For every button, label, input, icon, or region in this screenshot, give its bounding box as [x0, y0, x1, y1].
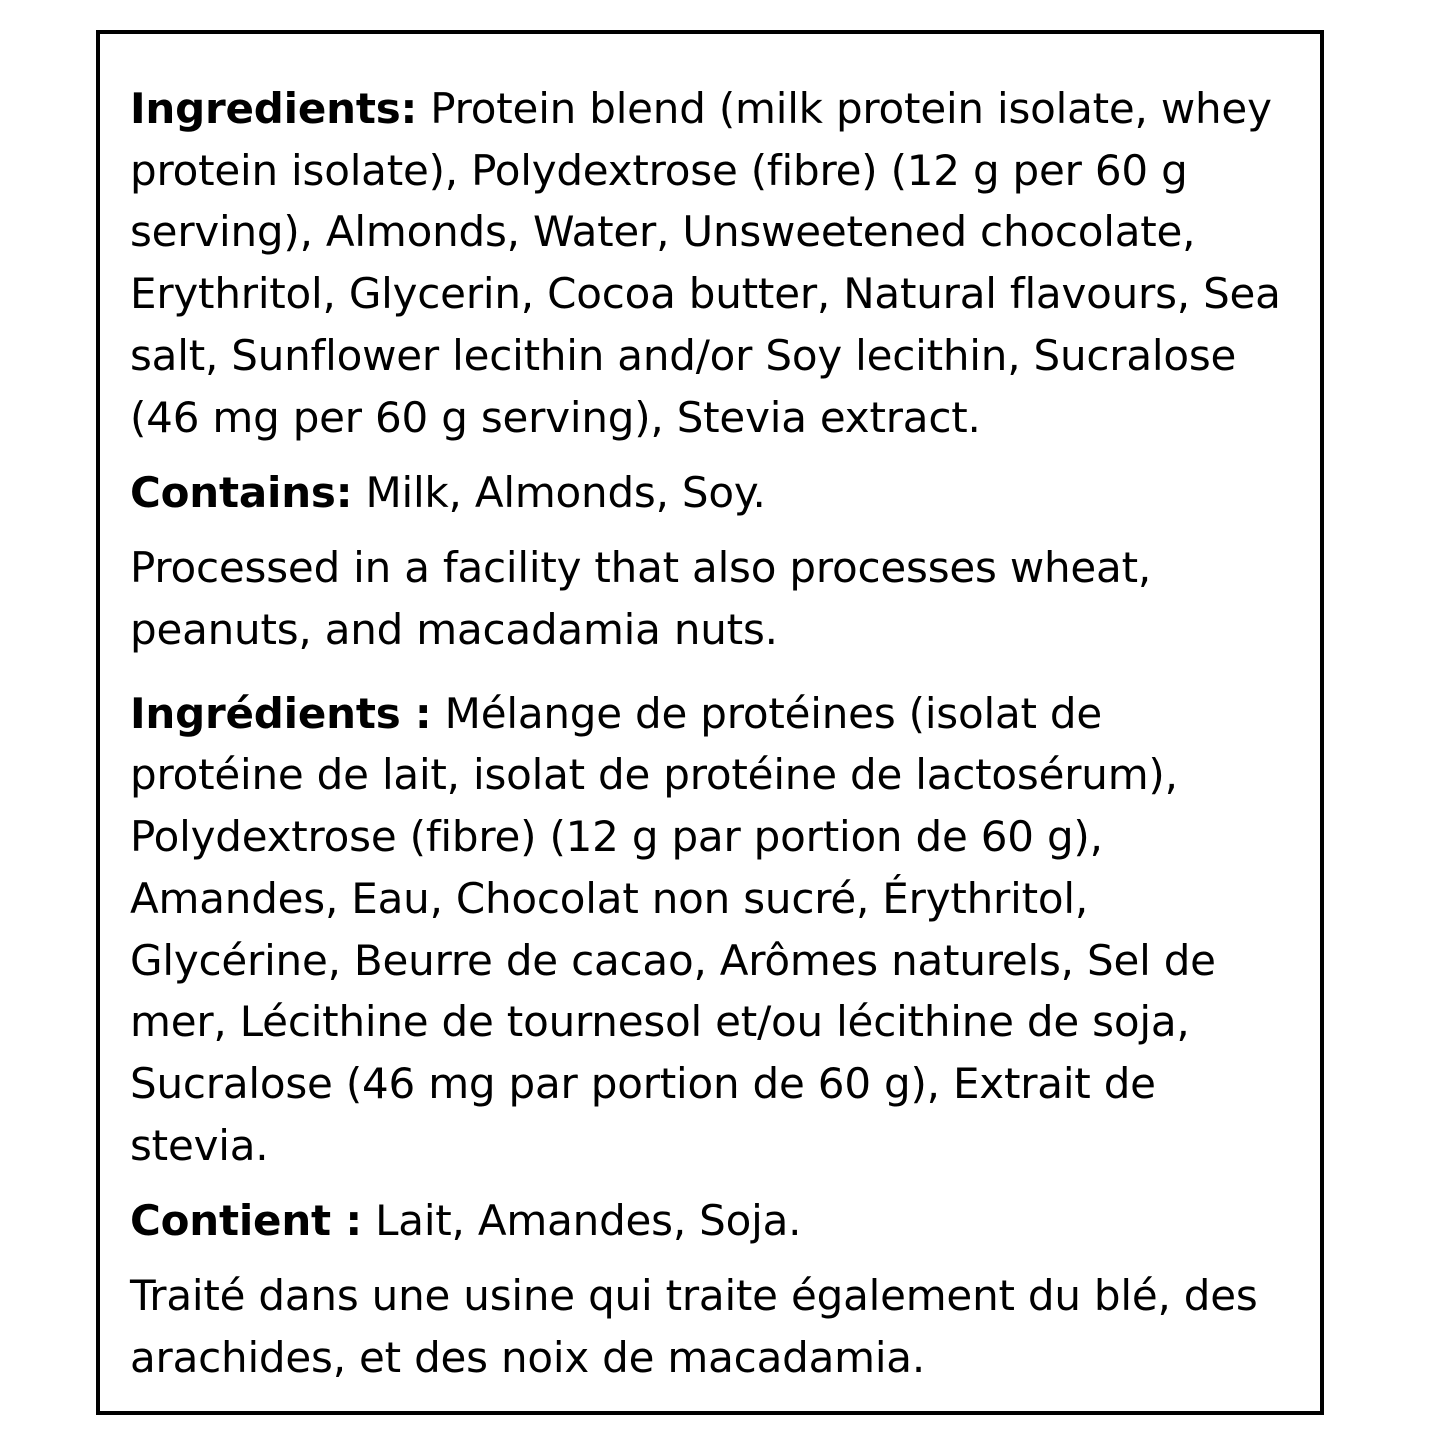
facility-statement-en: Processed in a facility that also processes wheat, peanuts, and macadamia nuts. — [130, 543, 1152, 654]
ingredients-heading-fr: Ingrédients : — [130, 688, 432, 738]
contains-paragraph-fr — [130, 1190, 1286, 1252]
contains-heading-fr: Contient : — [130, 1196, 362, 1246]
ingredients-text-en: Protein blend (milk protein isolate, whey protein isolate), Polydextrose (fibre) (12 g per 60 g serving), Almonds, Water, Unsweetened chocolate, Erythritol, Glycerin, Cocoa butter, Natural flavours, Sea salt, Sunflower lecithin and/or Soy lecithin, Sucralose (46 mg per 60 g serving), Stevia extract. — [130, 84, 1281, 442]
ingredients-paragraph-fr — [130, 683, 1286, 1177]
ingredients-text-fr: Mélange de protéines (isolat de protéine de lait, isolat de protéine de lactosérum), Polydextrose (fibre) (12 g par portion de 60 g), Amandes, Eau, Chocolat non sucré, Érythritol, Glycérine, Beurre de cacao, Arômes naturels, Sel de mer, Lécithine de tournesol et/ou lécithine de soja, Sucralose (46 mg par portion de 60 g), Extrait de stevia. — [130, 688, 1216, 1170]
contains-text-fr: Lait, Amandes, Soja. — [361, 1196, 802, 1246]
contains-heading-en: Contains: — [130, 468, 353, 518]
ingredients-label-panel — [96, 30, 1324, 1415]
label-content — [100, 34, 1320, 1409]
contains-text-en: Milk, Almonds, Soy. — [352, 468, 766, 518]
ingredients-paragraph-en — [130, 78, 1286, 448]
contains-paragraph-en — [130, 462, 1286, 524]
ingredients-heading-en: Ingredients: — [130, 84, 418, 133]
facility-statement-fr: Traité dans une usine qui traite également du blé, des arachides, et des noix de macadamia. — [130, 1271, 1258, 1382]
